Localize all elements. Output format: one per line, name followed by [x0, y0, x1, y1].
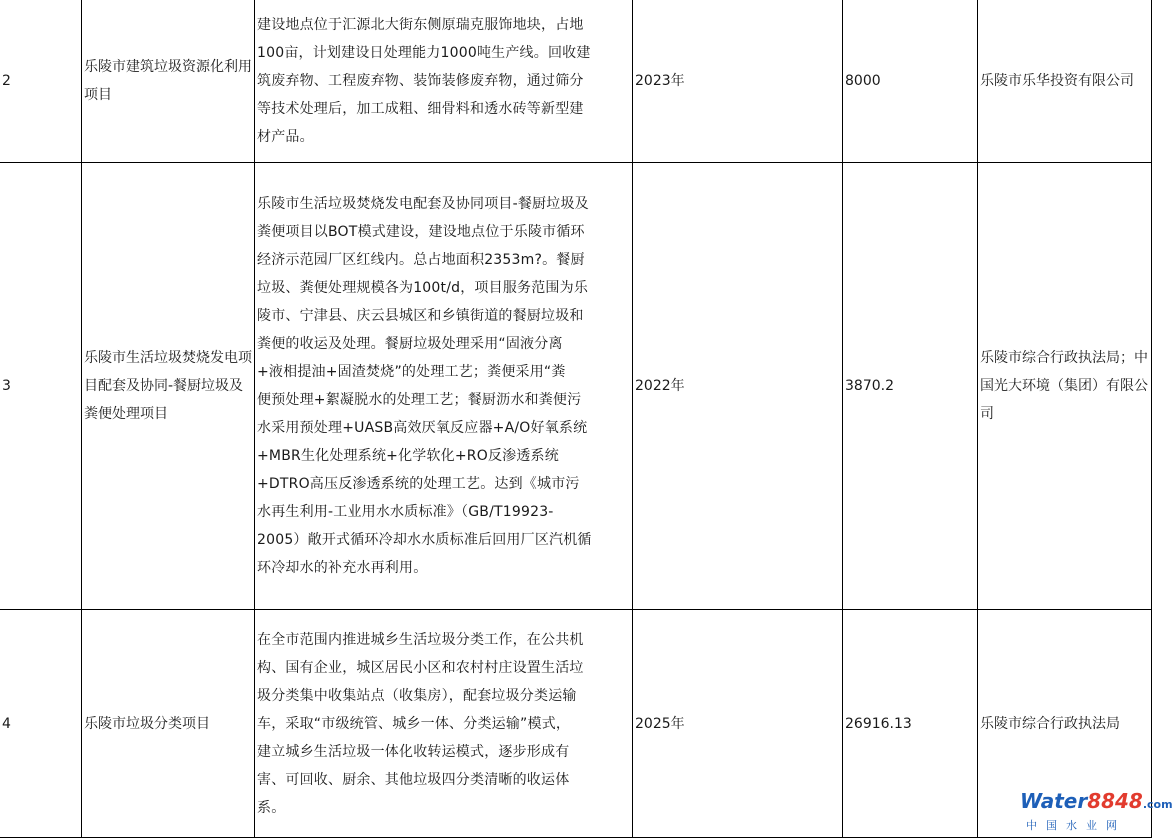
table-row: [0, 610, 1152, 838]
description-line: 环冷却水的补充水再利用。: [257, 560, 428, 576]
description-line: 材产品。: [257, 129, 314, 145]
table-row: [0, 0, 1152, 163]
watermark-water: Water: [1020, 789, 1088, 813]
watermark-number: 8848: [1087, 789, 1143, 813]
watermark-wordmark: [1020, 789, 1173, 816]
project-description: [255, 610, 633, 838]
description-line: 构、国有企业，城区居民小区和农村村庄设置生活垃: [257, 659, 584, 676]
project-amount: 8000: [843, 0, 978, 163]
description-line: 水采用预处理+UASB高效厌氧反应器+A/O好氧系统: [257, 420, 588, 436]
project-year: 2022年: [633, 163, 843, 610]
description-line: 建设地点位于汇源北大街东侧原瑞克服饰地块，占地: [257, 17, 584, 33]
project-name: 乐陵市建筑垃圾资源化利用项目: [82, 0, 255, 163]
description-line: 水再生利用-工业用水水质标准》（GB/T19923-: [257, 504, 554, 520]
row-number: 4: [0, 610, 82, 838]
project-year: 2025年: [633, 610, 843, 838]
project-amount: 26916.13: [843, 610, 978, 838]
description-line: 建立城乡生活垃圾一体化收转运模式，逐步形成有: [257, 743, 570, 760]
description-line: 陵市、宁津县、庆云县城区和乡镇街道的餐厨垃圾和: [257, 308, 584, 324]
description-line: 2005）敞开式循环冷却水水质标准后回用厂区汽机循: [257, 532, 592, 548]
project-amount: 3870.2: [843, 163, 978, 610]
description-line: 系。: [257, 799, 286, 816]
table-row: [0, 163, 1152, 610]
project-name: 乐陵市垃圾分类项目: [82, 610, 255, 838]
description-line: 车，采取“市级统管、城乡一体、分类运输”模式，: [257, 715, 571, 732]
row-number: 2: [0, 0, 82, 163]
description-line: +DTRO高压反渗透系统的处理工艺。达到《城市污: [257, 476, 580, 492]
description-line: +MBR生化处理系统+化学软化+RO反渗透系统: [257, 448, 559, 464]
description-line: 等技术处理后，加工成粗、细骨料和透水砖等新型建: [257, 101, 584, 117]
description-line: 乐陵市生活垃圾焚烧发电配套及协同项目-餐厨垃圾及: [257, 196, 589, 212]
project-owner: 乐陵市综合行政执法局；中国光大环境（集团）有限公司: [978, 163, 1152, 610]
project-description: [255, 0, 633, 163]
description-line: 在全市范围内推进城乡生活垃圾分类工作，在公共机: [257, 631, 584, 648]
description-line: 粪便的收运及处理。餐厨垃圾处理采用“固液分离: [257, 336, 563, 352]
watermark-logo: [1020, 789, 1173, 836]
description-line: 害、可回收、厨余、其他垃圾四分类清晰的收运体: [257, 771, 570, 788]
project-description: [255, 163, 633, 610]
description-line: 筑废弃物、工程废弃物、装饰装修废弃物，通过筛分: [257, 73, 584, 89]
description-line: +液相提油+固渣焚烧”的处理工艺；粪便采用“粪: [257, 364, 566, 380]
description-line: 经济示范园厂区红线内。总占地面积2353m?。餐厨: [257, 252, 585, 268]
description-line: 粪便项目以BOT模式建设，建设地点位于乐陵市循环: [257, 224, 585, 240]
row-number: 3: [0, 163, 82, 610]
description-line: 垃圾、粪便处理规模各为100t/d，项目服务范围为乐: [257, 280, 589, 296]
project-owner: 乐陵市综合行政执法局: [978, 610, 1152, 838]
project-name: 乐陵市生活垃圾焚烧发电项目配套及协同-餐厨垃圾及粪便处理项目: [82, 163, 255, 610]
project-year: 2023年: [633, 0, 843, 163]
project-owner: 乐陵市乐华投资有限公司: [978, 0, 1152, 163]
watermark-domain: .com: [1142, 798, 1173, 811]
description-line: 便预处理+絮凝脱水的处理工艺；餐厨沥水和粪便污: [257, 392, 582, 408]
description-line: 圾分类集中收集站点（收集房），配套垃圾分类运输: [257, 687, 577, 704]
watermark-caption: 中国水业网: [1026, 819, 1126, 832]
description-line: 100亩，计划建设日处理能力1000吨生产线。回收建: [257, 45, 591, 61]
